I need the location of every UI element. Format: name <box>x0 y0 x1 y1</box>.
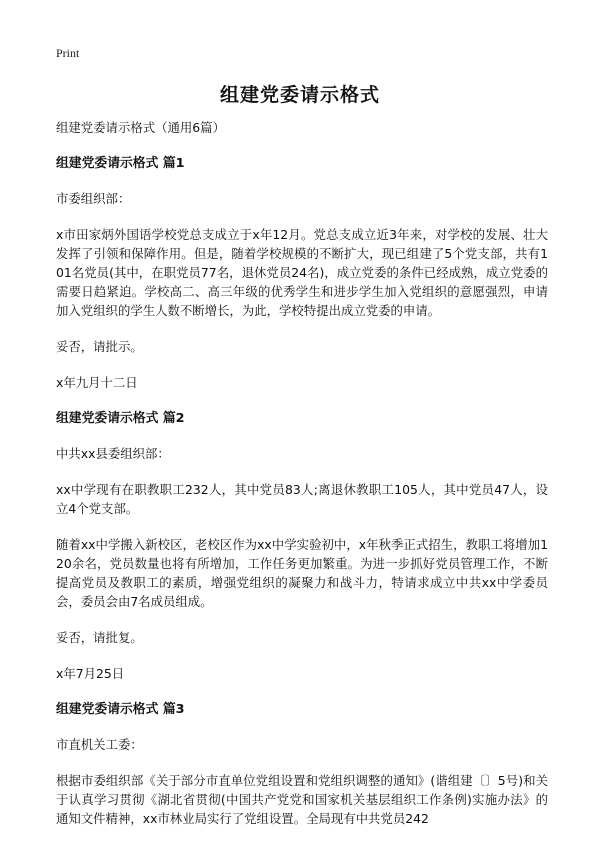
section-1-body: x市田家炳外国语学校党总支成立于x年12月。党总支成立近3年来，对学校的发展、壮大发挥了引领和保障作用。但是，随着学校规模的不断扩大，现已组建了5个党支部，共有101名党员(其中，在职党员77名，退休党员24名)，成立党委的条件已经成熟，成立党委的需要日趋紧迫。学校高二、高三年级的优秀学生和进步学生加入党组织的意愿强烈，申请加入党组织的学生人数不断增长，为此，学校特提出成立党委的申请。 <box>56 227 548 318</box>
section-2-body-2: 随着xx中学搬入新校区，老校区作为xx中学实验初中，x年秋季正式招生，教职工将增加120余名，党员数量也将有所增加，工作任务更加繁重。为进一步抓好党员管理工作，不断提高党员及教职工的素质，增强党组织的凝聚力和战斗力，特请求成立中共xx中学委员会，委员会由7名成员组成。 <box>56 537 548 609</box>
section-heading-2: 组建党委请示格式 篇2 <box>56 411 185 426</box>
section-heading-3: 组建党委请示格式 篇3 <box>56 702 185 717</box>
section-3-body: 根据市委组织部《关于部分市直单位党组设置和党组织调整的通知》(谐组建〔〕5号)和关于认真学习贯彻《湖北省贯彻(中国共产党党和国家机关基层组织工作条例)实施办法》的通知文件精神，xx市林业局实行了党组设置。全局现有中共党员242 <box>56 773 548 826</box>
section-2-body-1: xx中学现有在职教职工232人，其中党员83人;离退休教职工105人，其中党员47人，设立4个党支部。 <box>56 482 548 516</box>
print-label: Print <box>56 46 80 60</box>
document-intro: 组建党委请示格式（通用6篇） <box>56 120 225 135</box>
section-2-salutation: 中共xx县委组织部： <box>56 446 170 461</box>
section-2-closing: 妥否，请批复。 <box>56 630 143 645</box>
section-3-salutation: 市直机关工委： <box>56 737 143 752</box>
section-1-date: x年九月十二日 <box>56 375 138 390</box>
section-2-date: x年7月25日 <box>56 666 125 681</box>
section-1-closing: 妥否，请批示。 <box>56 339 143 354</box>
section-heading-1: 组建党委请示格式 篇1 <box>56 156 185 171</box>
document-body <box>56 118 548 845</box>
document-title: 组建党委请示格式 <box>219 84 380 106</box>
section-1-salutation: 市委组织部： <box>56 191 131 206</box>
